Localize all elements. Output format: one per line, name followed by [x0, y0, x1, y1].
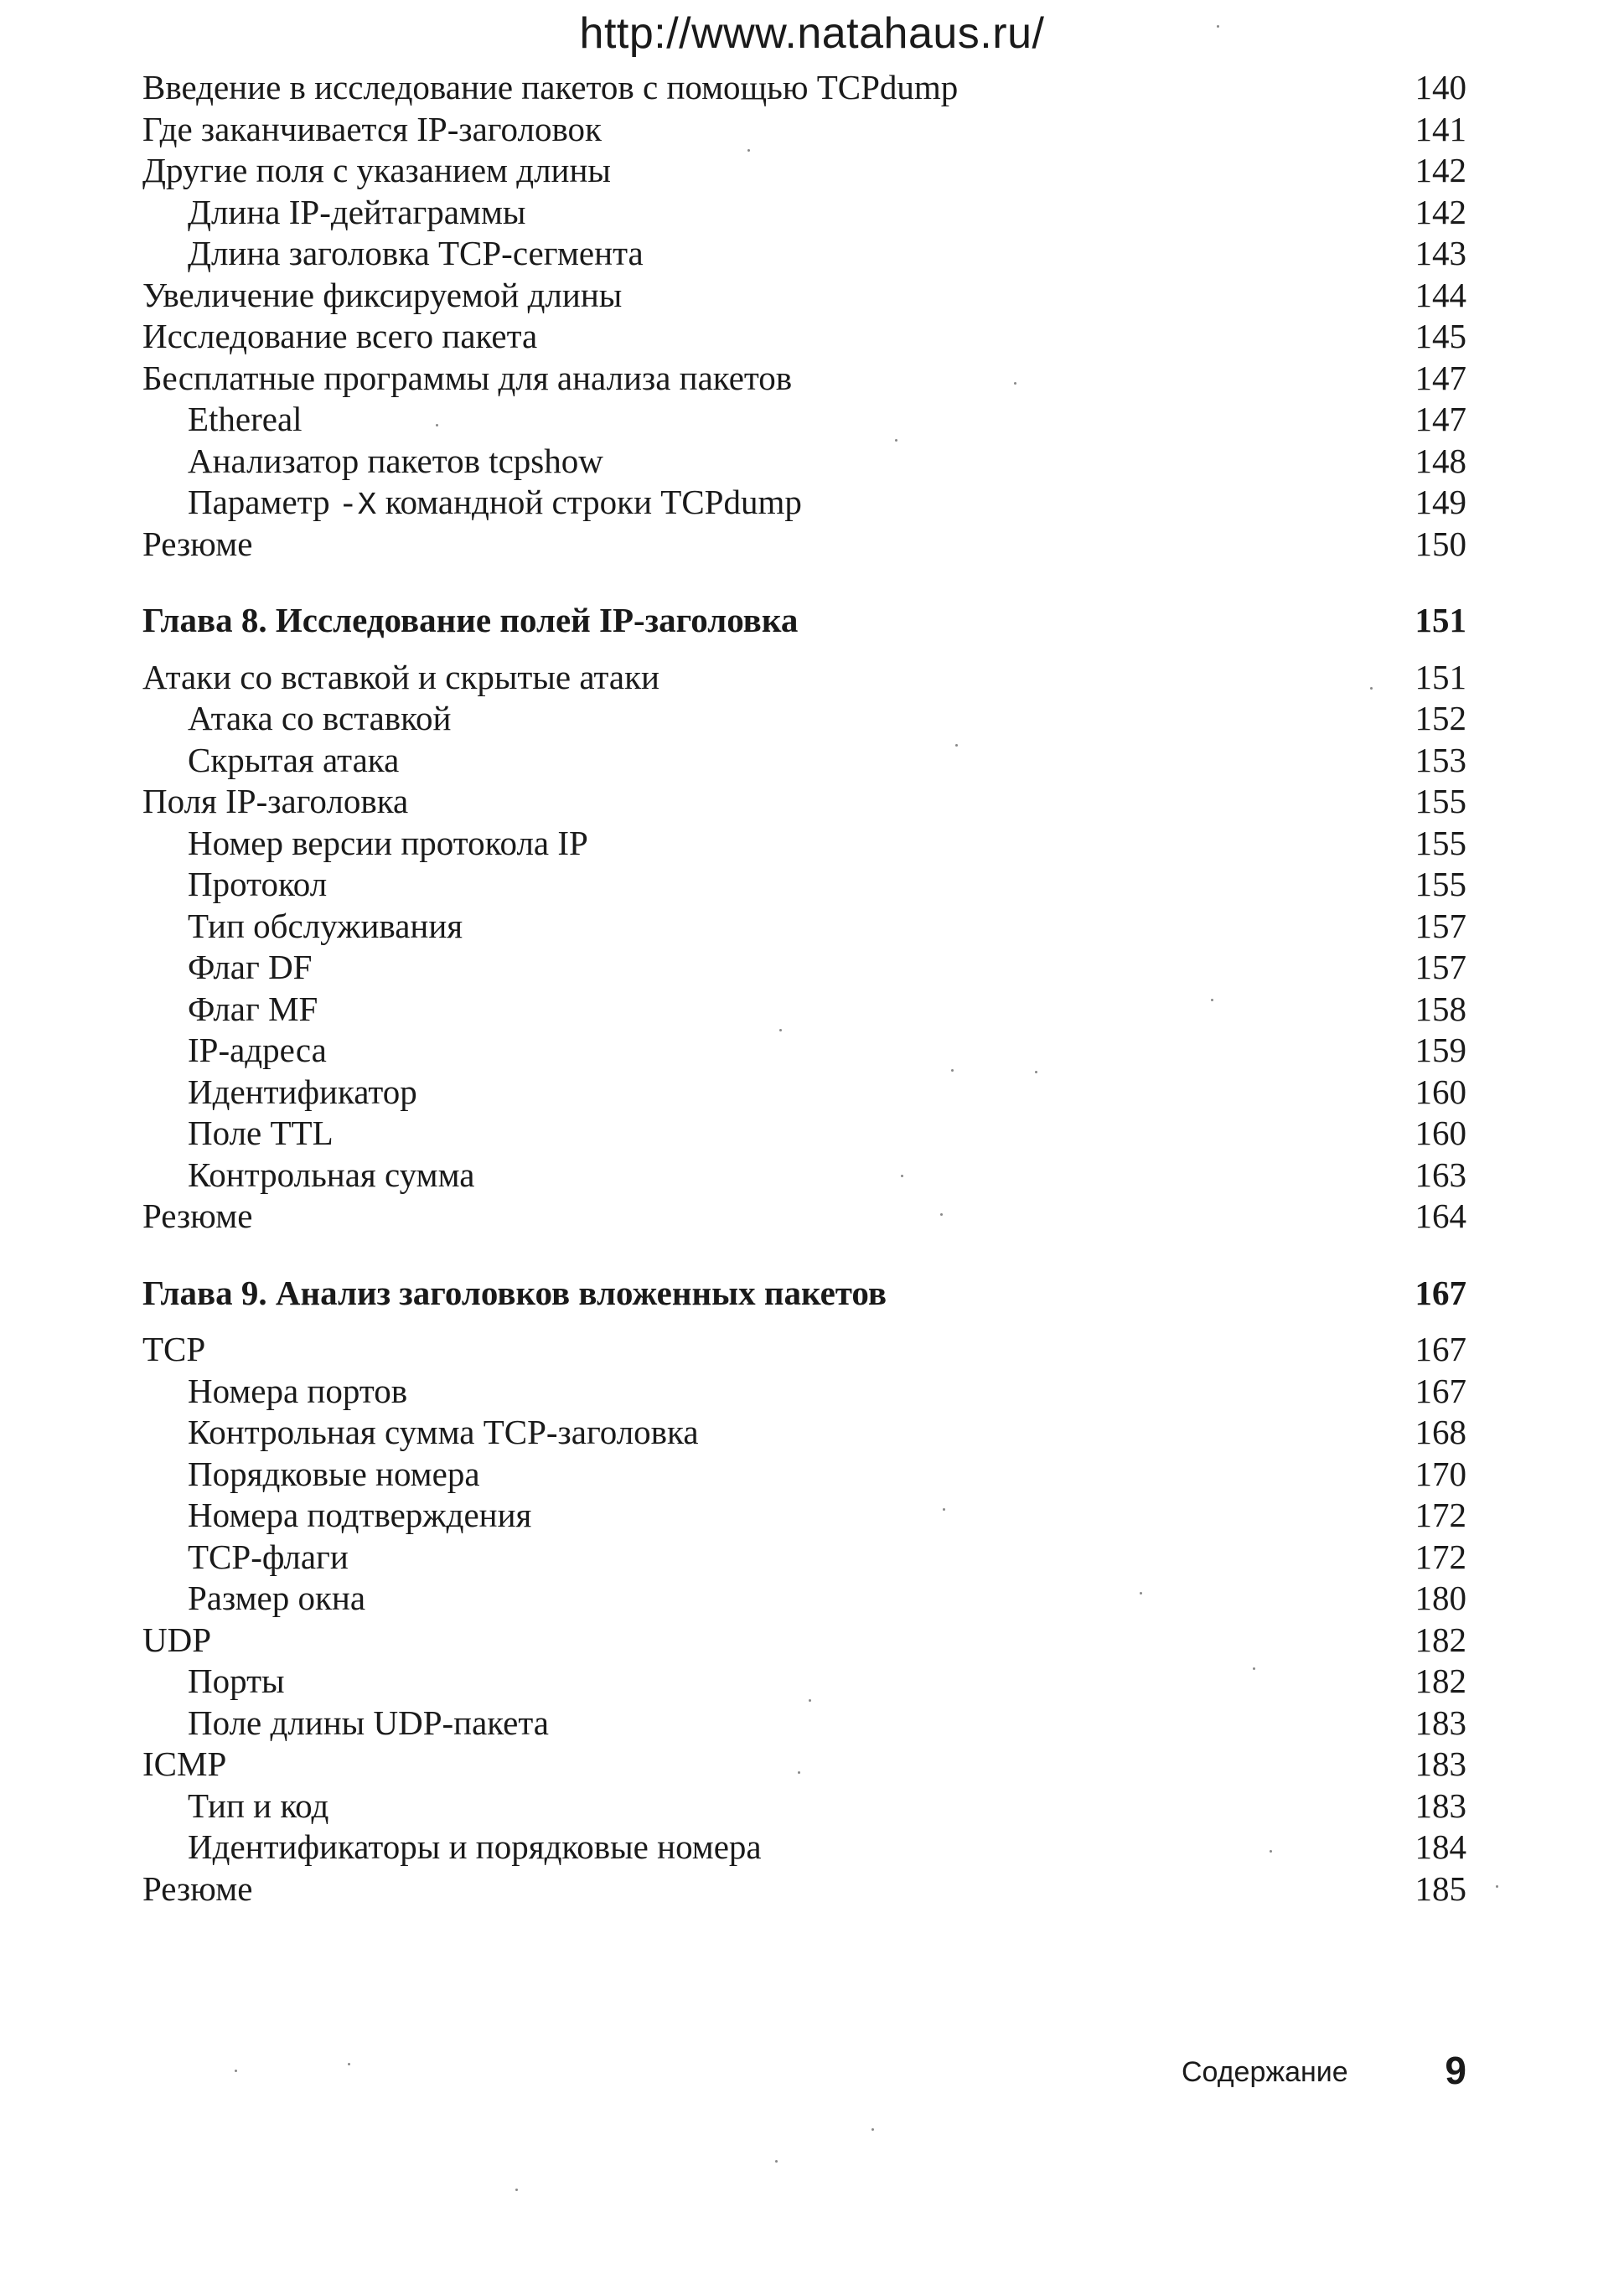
scan-speck: [895, 439, 897, 442]
toc-entry-title: Контрольная сумма: [188, 1155, 475, 1194]
toc-entry-page: 157: [1415, 906, 1466, 945]
toc-entry[interactable]: [142, 1578, 1466, 1620]
scan-speck: [1253, 1667, 1255, 1670]
scan-speck: [871, 2128, 874, 2131]
toc-entry-title: [188, 482, 802, 527]
toc-entry-title: Контрольная сумма TCP-заголовка: [188, 1413, 699, 1451]
toc-entry-title: TCP-флаги: [188, 1537, 349, 1576]
toc-entry[interactable]: [142, 864, 1466, 906]
toc-entry-page: 149: [1415, 483, 1466, 521]
toc-entry-page: 184: [1415, 1827, 1466, 1866]
scan-speck: [1211, 999, 1213, 1001]
toc-entry[interactable]: [142, 1868, 1466, 1910]
toc-entry-page: 182: [1415, 1662, 1466, 1700]
toc-entry[interactable]: [142, 482, 1466, 524]
scan-speck: [1035, 1071, 1037, 1073]
toc-entry-title: Исследование всего пакета: [142, 317, 538, 355]
toc-entry-title: Резюме: [142, 1197, 253, 1235]
toc-entry[interactable]: [142, 781, 1466, 823]
toc-entry[interactable]: [142, 989, 1466, 1031]
toc-entry[interactable]: [142, 358, 1466, 400]
toc-entry[interactable]: [142, 150, 1466, 192]
toc-entry-page: 160: [1415, 1114, 1466, 1152]
toc-entry-title: Тип и код: [188, 1786, 329, 1825]
toc-entry-page: 172: [1415, 1537, 1466, 1576]
toc-entry[interactable]: [142, 1620, 1466, 1662]
toc-entry-title: Номера подтверждения: [188, 1496, 532, 1534]
toc-entry-page: 150: [1415, 524, 1466, 563]
toc-entry-title: Поле длины UDP-пакета: [188, 1703, 550, 1742]
toc-entry-title: Резюме: [142, 1868, 253, 1908]
toc-entry-title-code: -X: [338, 488, 377, 524]
toc-entry-page: 148: [1415, 441, 1466, 480]
toc-entry[interactable]: [142, 441, 1466, 483]
page-footer: [1182, 2048, 1466, 2098]
toc-entry-page: 168: [1415, 1413, 1466, 1451]
scan-speck: [348, 2063, 350, 2065]
toc-entry-title: Ethereal: [188, 400, 303, 438]
toc-chapter-heading[interactable]: [142, 1273, 1466, 1315]
header-url: http://www.natahaus.ru/: [579, 9, 1045, 58]
toc-entry-title: UDP: [142, 1620, 212, 1659]
toc-entry[interactable]: [142, 524, 1466, 566]
toc-entry-title: Длина заголовка TCP-сегмента: [188, 234, 644, 272]
scan-speck: [1014, 382, 1016, 385]
toc-entry-title: Порты: [188, 1662, 285, 1700]
toc-entry-title: Протокол: [188, 865, 328, 903]
toc-entry[interactable]: [142, 1827, 1466, 1868]
toc-entry-title: Анализатор пакетов tcpshow: [188, 441, 603, 480]
toc-entry-title: Порядковые номера: [188, 1454, 480, 1493]
toc-entry-page: 157: [1415, 948, 1466, 986]
toc-entry-page: 144: [1415, 275, 1466, 314]
toc-entry-title: Идентификаторы и порядковые номера: [188, 1827, 762, 1866]
scan-speck: [779, 1029, 782, 1031]
toc-entry-page: 159: [1415, 1031, 1466, 1069]
scan-speck: [1270, 1850, 1272, 1853]
toc-entry[interactable]: [142, 1196, 1466, 1238]
toc-entry[interactable]: [142, 109, 1466, 151]
toc-entry-title: Номер версии протокола IP: [188, 823, 588, 862]
toc-chapter-heading[interactable]: [142, 600, 1466, 642]
toc-entry-title: Идентификатор: [188, 1072, 417, 1111]
toc-entry-page: 167: [1415, 1330, 1466, 1368]
toc-entry[interactable]: [142, 1072, 1466, 1114]
toc-entry[interactable]: [142, 1661, 1466, 1703]
scan-speck: [901, 1175, 903, 1177]
toc-entry[interactable]: [142, 67, 1466, 109]
toc-entry-page: 155: [1415, 865, 1466, 903]
toc-entry-page: 155: [1415, 823, 1466, 862]
scan-speck: [951, 1069, 954, 1072]
toc-entry-title: Флаг DF: [188, 948, 313, 986]
toc-entry[interactable]: [142, 192, 1466, 234]
toc-entry[interactable]: [142, 906, 1466, 948]
scan-speck: [515, 2189, 518, 2191]
scan-speck: [775, 2160, 778, 2163]
toc-entry-page: 158: [1415, 989, 1466, 1028]
scan-speck: [798, 1771, 800, 1774]
toc-entry-page: 155: [1415, 782, 1466, 820]
toc-entry-page: 172: [1415, 1496, 1466, 1534]
toc-entry-page: 152: [1415, 699, 1466, 737]
scan-speck: [940, 1213, 943, 1216]
scan-speck: [809, 1699, 811, 1702]
toc-entry[interactable]: [142, 316, 1466, 358]
toc-entry-title: ICMP: [142, 1744, 227, 1783]
toc-entry[interactable]: [142, 657, 1466, 699]
toc-entry[interactable]: [142, 698, 1466, 740]
toc-entry-page: 151: [1415, 601, 1466, 639]
toc-entry[interactable]: [142, 947, 1466, 989]
toc-entry-page: 164: [1415, 1197, 1466, 1235]
toc-entry[interactable]: [142, 1786, 1466, 1827]
toc-entry-page: 151: [1415, 657, 1466, 696]
toc-entry-page: 183: [1415, 1744, 1466, 1783]
toc-entry[interactable]: [142, 740, 1466, 782]
toc-entry-title-text: Параметр: [188, 483, 339, 521]
toc-entry-title: Тип обслуживания: [188, 906, 463, 945]
toc-entry-page: 163: [1415, 1155, 1466, 1194]
toc-entry-title: Бесплатные программы для анализа пакетов: [142, 358, 793, 397]
toc-entry-title: Номера портов: [188, 1371, 408, 1410]
toc-entry-title: Длина IP-дейтаграммы: [188, 192, 526, 231]
toc-entry-title: Введение в исследование пакетов с помощью TCPdump: [142, 68, 959, 106]
toc-entry-page: 167: [1415, 1371, 1466, 1410]
toc-entry-page: 182: [1415, 1620, 1466, 1659]
table-of-contents: [142, 67, 1466, 1910]
toc-entry-title: Глава 8. Исследование полей IP-заголовка: [142, 601, 799, 639]
toc-entry-page: 153: [1415, 740, 1466, 779]
footer-section-label: Содержание: [1182, 2056, 1348, 2088]
toc-entry-page: 180: [1415, 1579, 1466, 1617]
scan-speck: [1140, 1592, 1142, 1595]
scan-speck: [955, 744, 958, 747]
toc-entry[interactable]: [142, 275, 1466, 317]
scan-speck: [436, 424, 438, 426]
toc-entry-page: 140: [1415, 68, 1466, 106]
toc-entry-page: 183: [1415, 1786, 1466, 1825]
toc-entry-title: Где заканчивается IP-заголовок: [142, 109, 602, 148]
toc-entry-title: Резюме: [142, 524, 253, 563]
toc-entry-title: Флаг MF: [188, 989, 318, 1028]
toc-entry-page: 167: [1415, 1273, 1466, 1312]
toc-entry-title: Атаки со вставкой и скрытые атаки: [142, 657, 659, 696]
toc-entry-title: Атака со вставкой: [188, 699, 452, 737]
toc-entry[interactable]: [142, 823, 1466, 865]
toc-entry[interactable]: [142, 1371, 1466, 1413]
toc-entry[interactable]: [142, 1537, 1466, 1579]
scan-speck: [943, 1508, 945, 1511]
toc-entry[interactable]: [142, 399, 1466, 441]
toc-entry-page: 142: [1415, 151, 1466, 189]
toc-entry-page: 147: [1415, 400, 1466, 438]
toc-entry-title: Поля IP-заголовка: [142, 782, 409, 820]
toc-entry[interactable]: [142, 1030, 1466, 1072]
toc-entry-page: 141: [1415, 109, 1466, 148]
toc-entry[interactable]: [142, 1703, 1466, 1744]
toc-entry-title-text: командной строки TCPdump: [376, 483, 802, 521]
scan-speck: [235, 2070, 237, 2072]
toc-entry-title: Другие поля с указанием длины: [142, 151, 611, 189]
toc-entry-title: Поле TTL: [188, 1114, 334, 1152]
toc-entry-page: 185: [1415, 1868, 1466, 1908]
toc-entry-page: 147: [1415, 358, 1466, 397]
toc-entry[interactable]: [142, 1744, 1466, 1786]
toc-entry-title: Глава 9. Анализ заголовков вложенных пакетов: [142, 1273, 887, 1312]
toc-entry-title: Скрытая атака: [188, 740, 400, 779]
toc-entry-title: TCP: [142, 1330, 206, 1368]
toc-entry-title: Увеличение фиксируемой длины: [142, 275, 623, 314]
toc-entry[interactable]: [142, 1412, 1466, 1454]
toc-entry-page: 143: [1415, 234, 1466, 272]
scan-speck: [1496, 1885, 1498, 1888]
toc-entry[interactable]: [142, 1155, 1466, 1197]
toc-entry-title: IP-адреса: [188, 1031, 327, 1069]
toc-entry-page: 142: [1415, 192, 1466, 231]
toc-entry[interactable]: [142, 1454, 1466, 1496]
toc-entry-page: 145: [1415, 317, 1466, 355]
toc-entry-title: Размер окна: [188, 1579, 366, 1617]
toc-entry-page: 183: [1415, 1703, 1466, 1742]
scan-speck: [1217, 25, 1219, 28]
toc-entry[interactable]: [142, 233, 1466, 275]
toc-entry-page: 170: [1415, 1454, 1466, 1493]
toc-entry[interactable]: [142, 1495, 1466, 1537]
toc-entry[interactable]: [142, 1329, 1466, 1371]
footer-page-number: 9: [1445, 2049, 1466, 2092]
toc-entry[interactable]: [142, 1113, 1466, 1155]
scan-speck: [747, 149, 750, 152]
toc-entry-page: 160: [1415, 1072, 1466, 1111]
scan-speck: [1370, 687, 1373, 690]
